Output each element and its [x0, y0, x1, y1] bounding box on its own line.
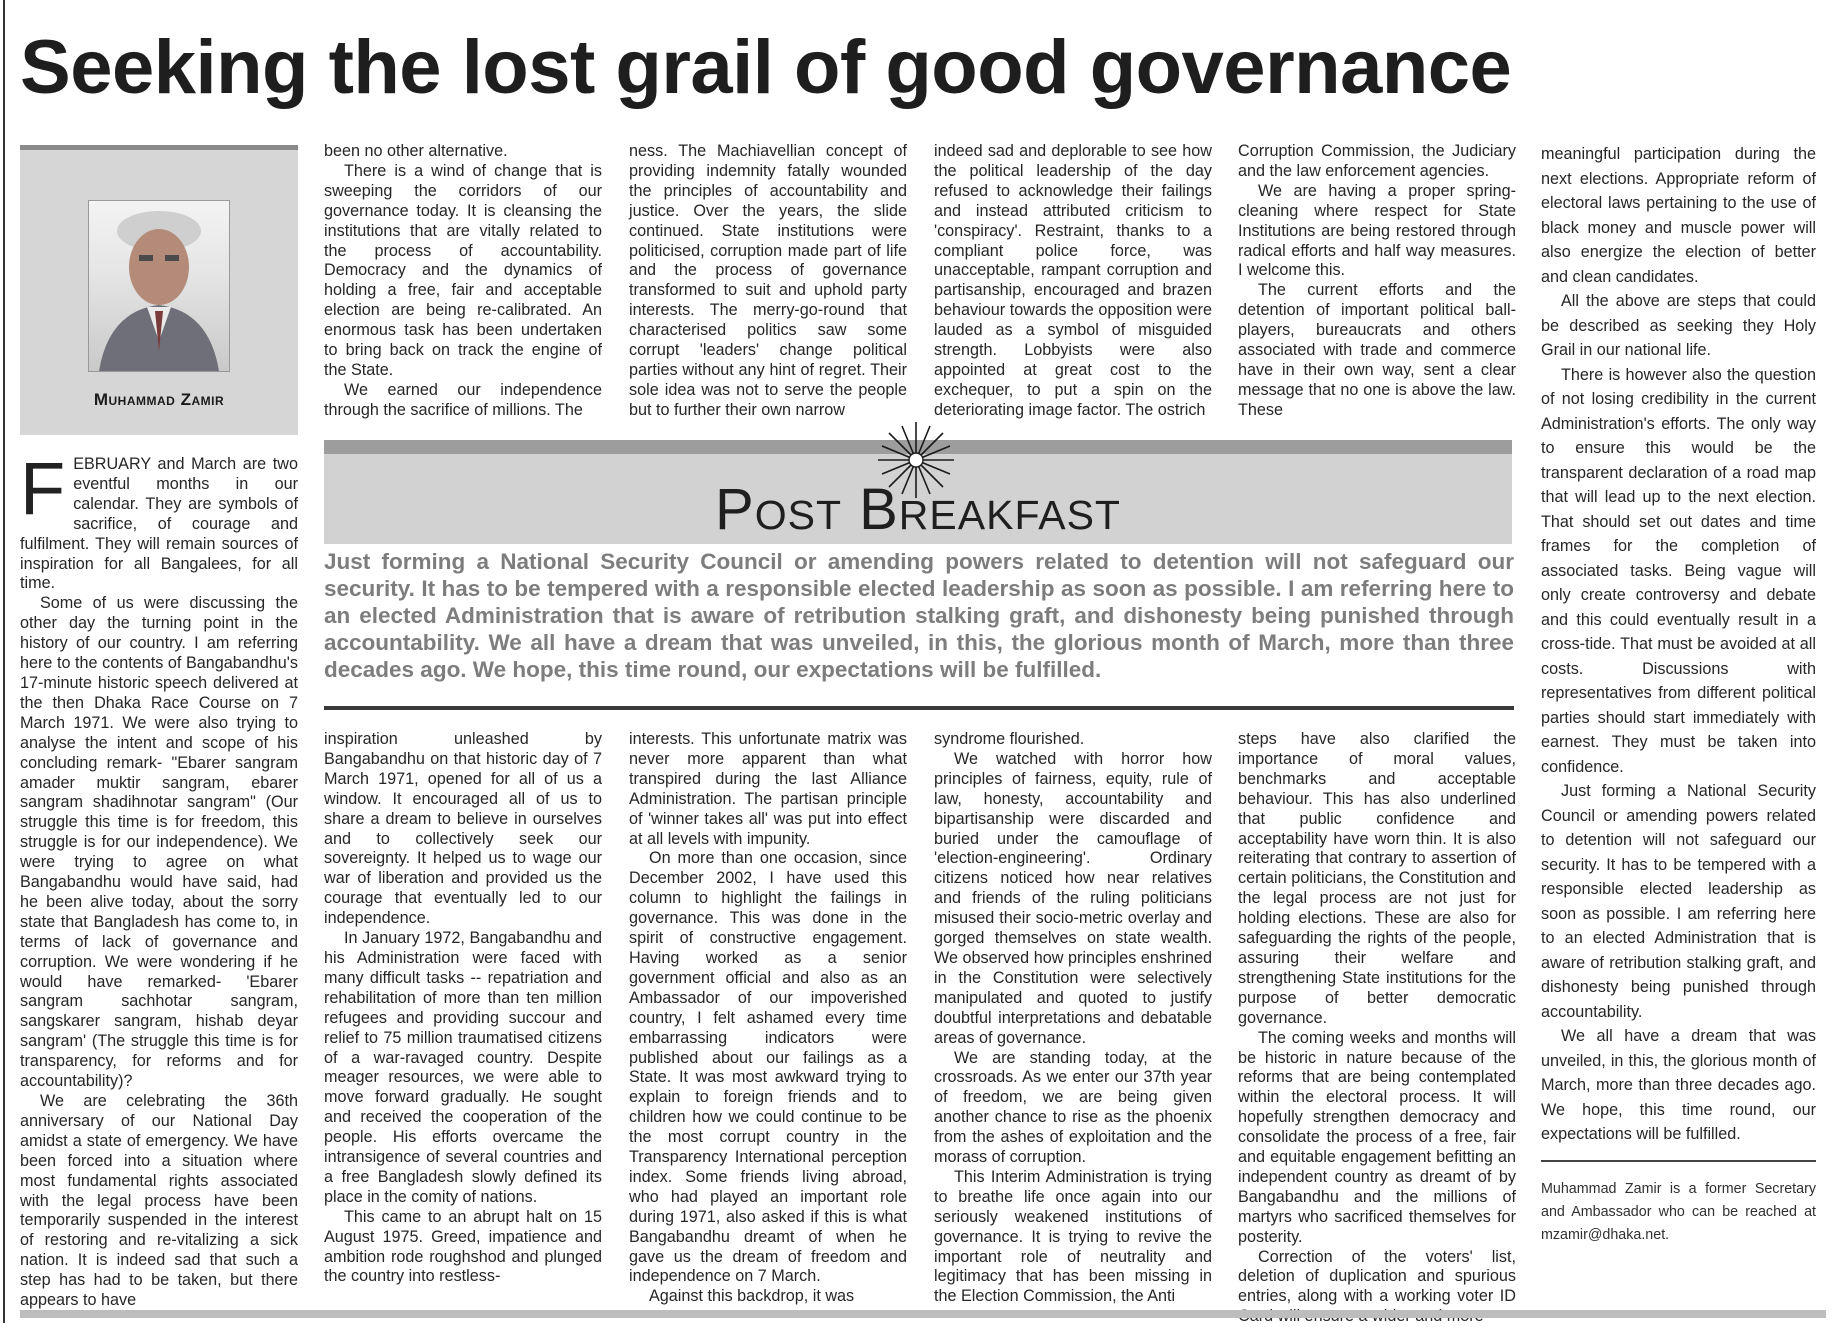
paragraph: inspiration unleashed by Bangabandhu on that historic day of 7 March 1971, opened for all of us a window. It encouraged all of us to share a dream to believe in ourselves and to collectively seek our sovereignty. It helped us to wage our war of liberation and provided us the courage that eventually led to our independence. — [324, 730, 602, 928]
article-column-5-bottom — [1238, 730, 1516, 1308]
paragraph: meaningful participation during the next elections. Appropriate reform of electoral laws pertaining to the use of black money and muscle power will also energize the election of better and clean candidates. — [1541, 145, 1816, 286]
paragraph: ness. The Machiavellian concept of providing indemnity fatally wounded the principles of accountability and justice. Over the years, the slide continued. State institutions were politicised, corruption made part of life and the process of governance transformed to suit and uphold party interests. The merry-go-round that characterised politics saw some corrupt 'leaders' change political parties without any hint of regret. Their sole idea was not to serve the people but to further their own narrow — [629, 142, 907, 419]
paragraph: The coming weeks and months will be historic in nature because of the reforms that are being contemplated within the electoral process. It will hopefully strengthen democracy and consolidate the process of a free, fair and equitable engagement befitting an independent country as dreamt of by Bangabandhu and the millions of martyrs who sacrificed themselves for posterity. — [1238, 1028, 1516, 1246]
starburst-icon — [876, 420, 956, 500]
paragraph: This came to an abrupt halt on 15 August 1975. Greed, impatience and ambition rode roughshod and plunged the country into restless- — [324, 1207, 602, 1286]
article-column-2-bottom — [324, 730, 602, 1308]
article-column-5-top — [1238, 142, 1516, 425]
article-column-1 — [20, 447, 298, 1310]
byline-name — [20, 390, 298, 410]
paragraph: This Interim Administration is trying to breathe life once again into our seriously weakened institutions of governance. It is trying to revive the important role of neutrality and legitimacy that has been missing in the Election Commission, the Anti — [934, 1167, 1212, 1306]
paragraph: On more than one occasion, since December 2002, I have used this column to highlight the failings in governance. This was done in the spirit of constructive engagement. Having worked as a senior government official and also as an Ambassador of our impoverished country, I felt ashamed every time embarrassing indicators were published about our failings as a State. It was most awkward trying to explain to foreign friends and to children how we could continue to be the most corrupt country in the Transparency International perception index. Some friends living abroad, who had played an important role during 1971, also asked if this is what Bangabandhu dreamt of when he gave us the dream of freedom and independence on 7 March. — [629, 849, 907, 1286]
byline-name-text: Muhammad Zamir — [93, 390, 225, 409]
paragraph: There is a wind of change that is sweeping the corridors of our governance today. It is cleansing the institutions that are vitally related to the process of accountability. Democracy and the dynamics of holding a free, fair and acceptable election are being re-calibrated. An enormous task has been undertaken to bring back on track the engine of the State. — [324, 161, 602, 379]
paragraph-text: EBRUARY and March are two eventful months in our calendar. They are symbols of sacrifice, of courage and fulfilment. They will remain sources of inspiration for all Bangalees, for all time. — [20, 455, 298, 593]
author-note: Muhammad Zamir is a former Secretary and Ambassador who can be reached at mzamir@dhaka.net. — [1541, 1181, 1816, 1243]
byline-box — [20, 145, 298, 435]
paragraph: Against this backdrop, it was — [649, 1287, 855, 1306]
pull-quote: Just forming a National Security Council or amending powers related to detention will not safeguard our security. It has to be tempered with a responsible elected leadership as soon as possible. I am referring here to an elected Administration that is aware of retribution stalking graft, and dishonesty being punished through accountability. We all have a dream that was unveiled, in this, the glorious month of March, more than three decades ago. We hope, this time round, our expectations will be fulfilled. — [324, 549, 1514, 682]
author-note-rule — [1541, 1160, 1816, 1162]
paragraph: The current efforts and the detention of important political ball-players, bureaucrats and others associated with trade and commerce have in their own way, sent a clear message that no one is above the law. These — [1238, 281, 1516, 419]
article-column-3-top — [629, 142, 907, 425]
paragraph: steps have also clarified the importance of moral values, benchmarks and acceptable behaviour. This has also underlined that public confidence and acceptability have worn thin. It is also reiterating that contrary to assertion of certain politicians, the Constitution and the legal process are not just for holding elections. These are also for safeguarding the rights of the people, assuring their welfare and strengthening State institutions for the purpose of better democratic governance. — [1238, 730, 1516, 1027]
article-column-3-bottom — [629, 730, 907, 1308]
paragraph: There is however also the question of not losing credibility in the current Administration's efforts. The only way to ensure this would be the transparent declaration of a road map that will lead up to the next election. That should set out dates and time frames for the completion of associated tasks. Being vague will only create controversy and debate and this could eventually result in a cross-tide. That must be avoided at all costs. Discussions with representatives from different political parties should start immediately with earnest. They must be taken into confidence. — [1541, 365, 1816, 776]
headline: Seeking the lost grail of good governance — [20, 25, 1512, 110]
paragraph: We earned our independence through the sacrifice of millions. The — [324, 380, 602, 419]
paragraph: been no other alternative. — [324, 142, 508, 160]
drop-cap: F — [20, 447, 66, 530]
article-column-6 — [1541, 142, 1816, 1142]
bottom-rule — [20, 1310, 1826, 1318]
paragraph: We are standing today, at the crossroads. As we enter our 37th year of freedom, we are being given another chance to rise as the phoenix from the ashes of exploitation and the morass of corruption. — [934, 1048, 1212, 1167]
paragraph: We watched with horror how principles of fairness, equity, rule of law, honesty, accountability and bipartisanship were discarded and buried under the camouflage of 'election-engineering'. Ordinary citizens noticed how near relatives and friends of the ruling politicians misused their socio-metric overlay and gorged themselves on state wealth. We observed how principles enshrined in the Constitution were selectively manipulated and quoted to justify doubtful interpretations and debatable areas of governance. — [934, 749, 1212, 1047]
paragraph: Some of us were discussing the other day the turning point in the history of our country. I am referring here to the contents of Bangabandhu's 17-minute historic speech delivered at the then Dhaka Race Course on 7 March 1971. We were also trying to analyse the intent and scope of his concluding remark- "Ebarer sangram amader muktir sangram, ebarer sangram shadihnotar sangram" (Our struggle this time is for freedom, this struggle is for our independence). We were trying to agree on what Bangabandhu would have said, had he been alive today, about the sorry state that Bangladesh has come to, in terms of lack of governance and corruption. We were wondering if he would have remarked- 'Ebarer sangram sachhotar sangram, sangskarer sangram, hishab deyar sangram' (The struggle this time is for transparency, for reforms and for accountability)? — [20, 594, 298, 1091]
paragraph: In January 1972, Bangabandhu and his Administration were faced with many difficult tasks -- repatriation and rehabilitation of more than ten million refugees and providing succour and relief to 75 million traumatised citizens of a war-ravaged country. Despite meager resources, we were able to move forward gradually. He sought and received the cooperation of the people. His efforts overcame the intransigence of several countries and a free Bangladesh slowly defined its place in the comity of nations. — [324, 929, 602, 1206]
paragraph: We all have a dream that was unveiled, in this, the glorious month of March, more than three decades ago. We hope, this time round, our expectations will be fulfilled. — [1541, 1027, 1816, 1143]
paragraph: syndrome flourished. — [934, 730, 1085, 748]
paragraph: Corruption Commission, the Judiciary and the law enforcement agencies. — [1238, 142, 1516, 180]
paragraph-lead — [20, 447, 298, 594]
paragraph: All the above are steps that could be described as seeking they Holy Grail in our national life. — [1541, 292, 1816, 359]
article-column-4-bottom — [934, 730, 1212, 1308]
middle-rule — [324, 706, 1514, 710]
article-column-4-top — [934, 142, 1212, 425]
paragraph: indeed sad and deplorable to see how the political leadership of the day refused to acknowledge their failings and instead attributed criticism to 'conspiracy'. Restraint, thanks to a compliant police force, was unacceptable, rampant corruption and partisanship, encouraged and brazen behaviour towards the opposition were lauded as a symbol of misguided strength. Lobbyists were also appointed at great cost to the exchequer, to put a spin on the deteriorating image factor. The ostrich — [934, 142, 1212, 419]
author-portrait-icon — [88, 200, 230, 372]
paragraph: Just forming a National Security Council or amending powers related to detention will not safeguard our security. It has to be tempered with a responsible elected leadership as soon as possible. I am referring here to an elected Administration that is aware of retribution stalking graft, and dishonesty being punished through accountability. — [1541, 782, 1816, 1021]
page-left-rule — [3, 0, 5, 1323]
paragraph: We are celebrating the 36th anniversary of our National Day amidst a state of emergency. We have been forced into a situation where most fundamental rights associated with the legal process have been temporarily suspended in the interest of restoring and re-vitalizing a sick nation. It is indeed sad that such a step has had to be taken, but there appears to have — [20, 1092, 298, 1310]
paragraph: Correction of the voters' list, deletion of duplication and spurious entries, along with a working voter ID — [1238, 1247, 1516, 1306]
paragraph: interests. This unfortunate matrix was never more apparent than what transpired during the last Alliance Administration. The partisan principle of 'winner takes all' was put into effect at all levels with impunity. — [629, 730, 907, 848]
section-title-text: Post Breakfast — [715, 477, 1121, 542]
paragraph: We are having a proper spring-cleaning where respect for State Institutions are being restored through radical efforts and half way measures. I welcome this. — [1238, 181, 1516, 280]
article-column-2-top — [324, 142, 602, 425]
